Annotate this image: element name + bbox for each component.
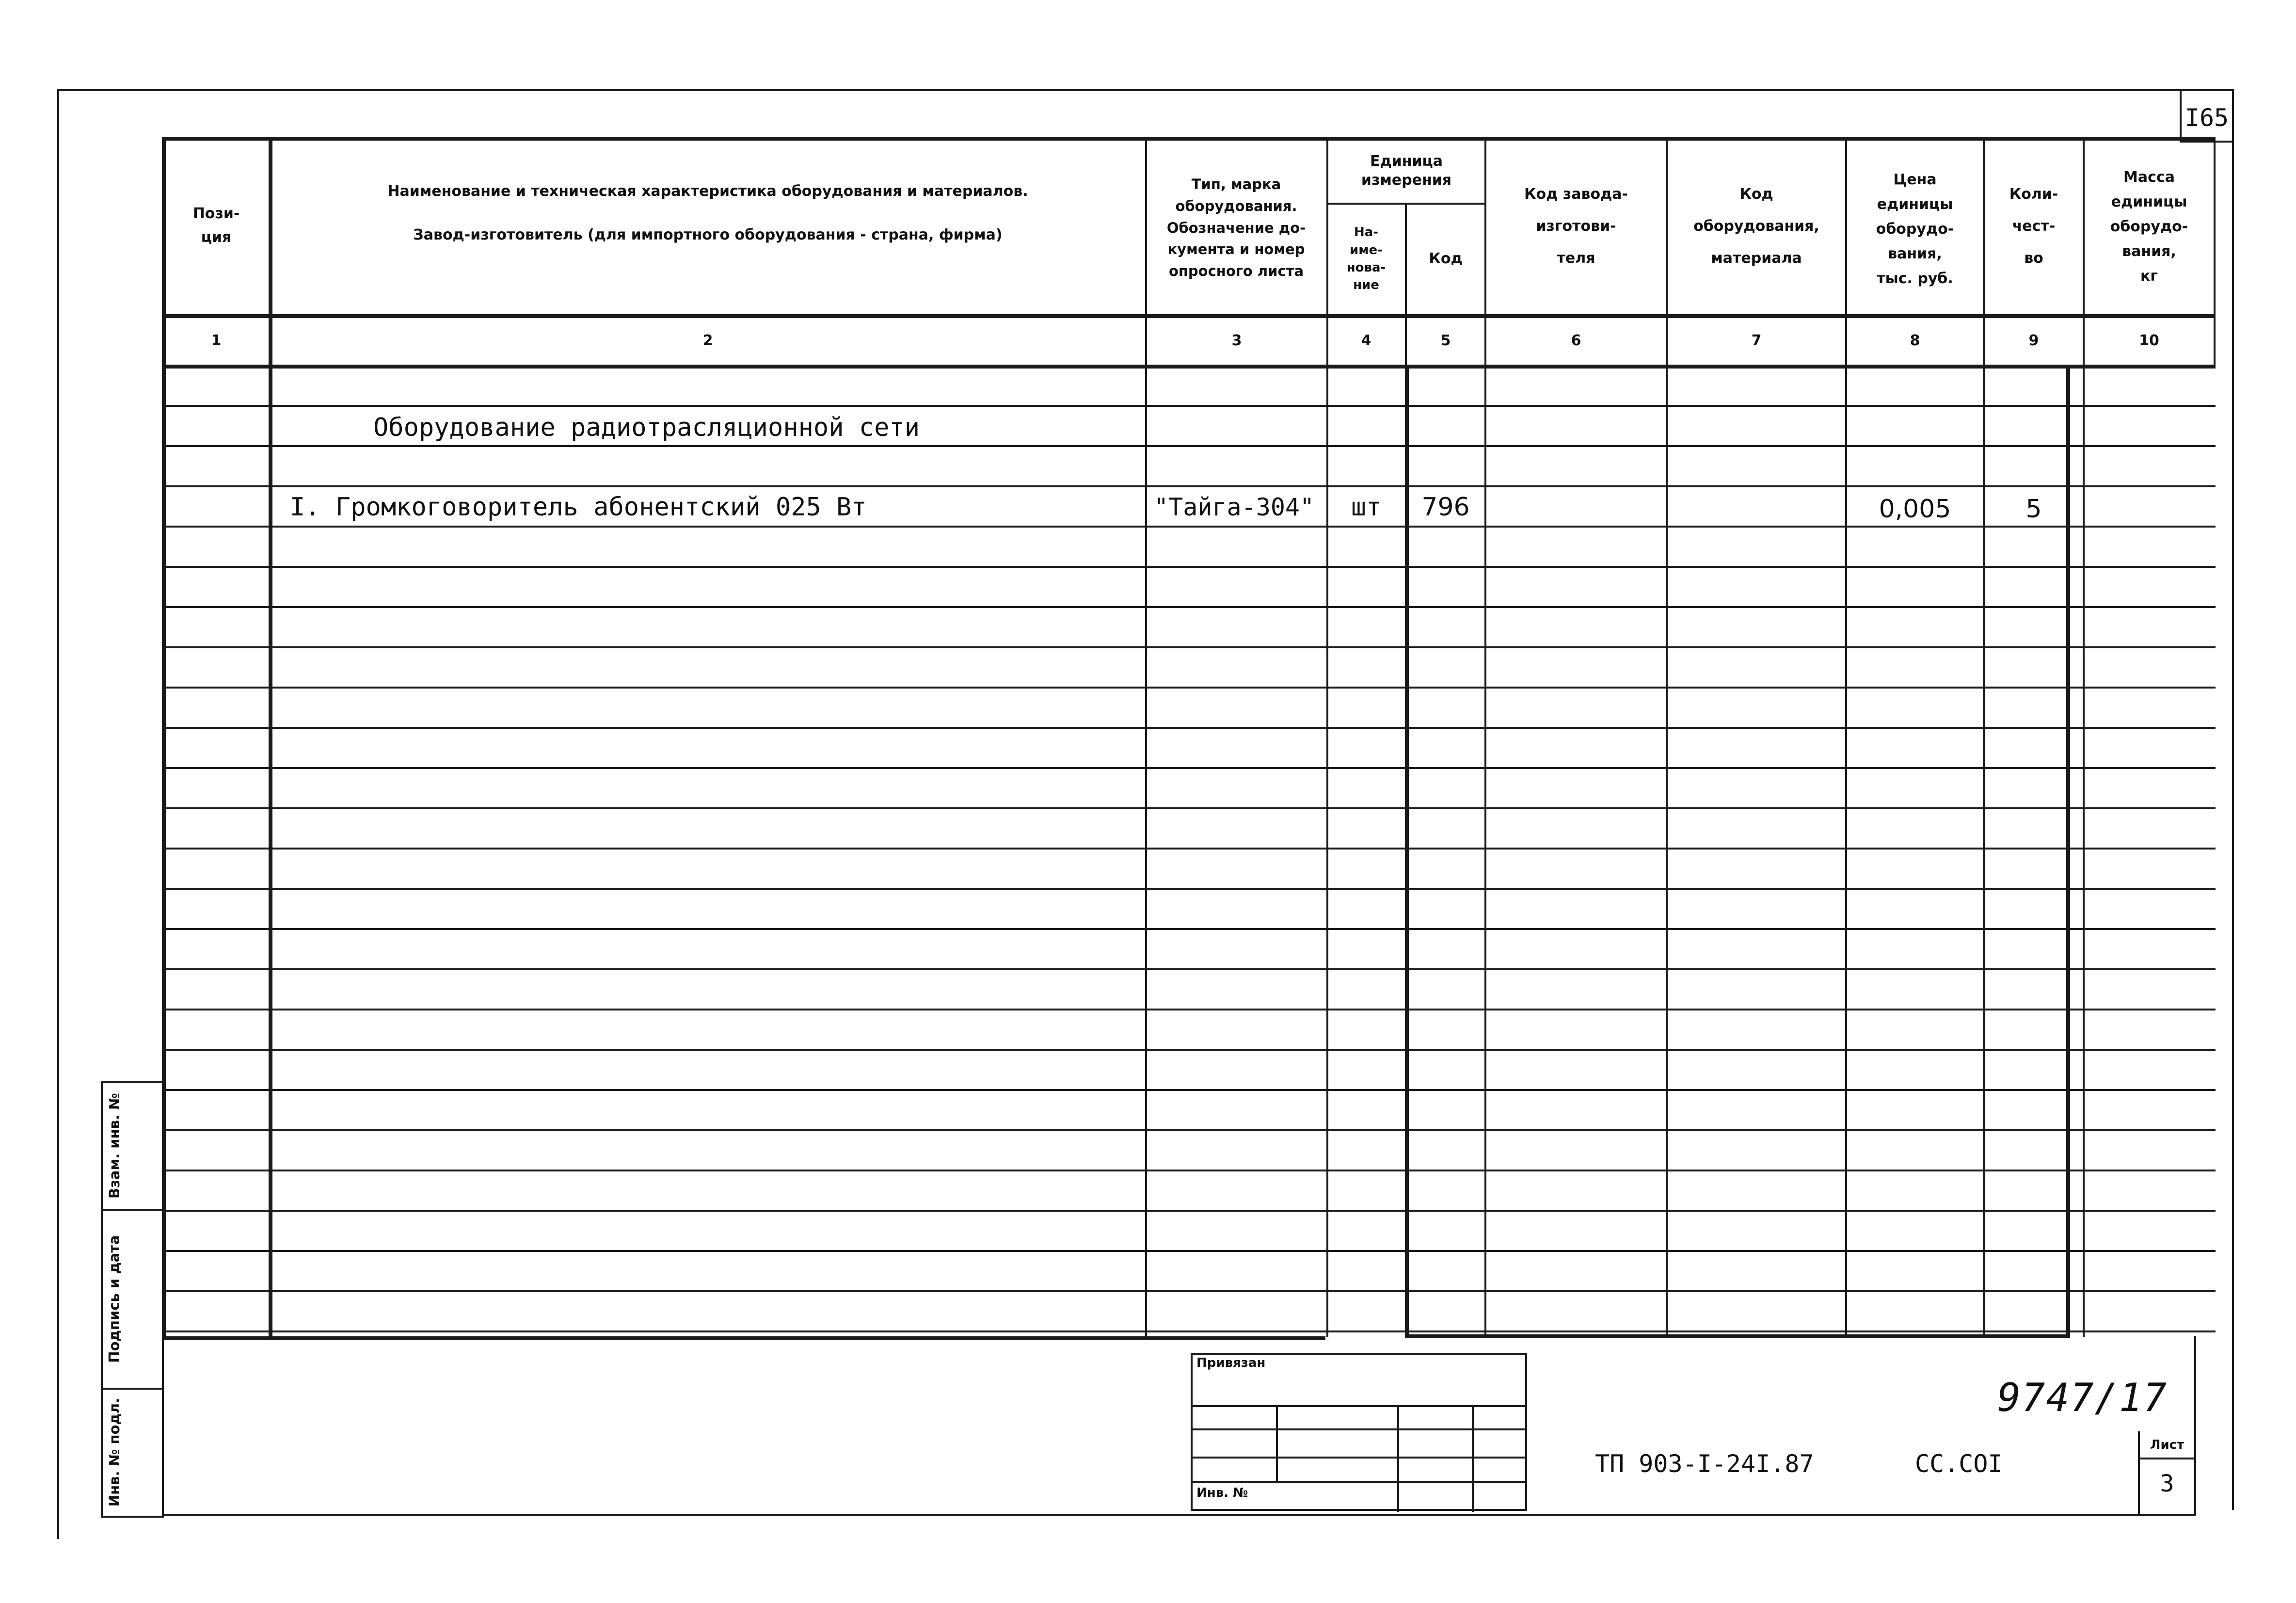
header-name-line2: Завод-изготовитель (для импортного оборудования - страна, фирма) bbox=[413, 226, 1003, 244]
item-name: I. Громкоговоритель абонентский 025 Вт bbox=[290, 493, 867, 522]
col-line-6 bbox=[1666, 137, 1668, 1337]
bound-block-inv: Инв. № bbox=[1196, 1486, 1248, 1500]
bound-row-3 bbox=[1191, 1457, 1527, 1459]
col-line-5 bbox=[1484, 137, 1486, 1337]
header-name-line1: Наименование и техническая характеристика оборудования и материалов. bbox=[387, 183, 1028, 200]
col-line-1 bbox=[269, 137, 272, 1339]
table-row-line bbox=[162, 485, 2216, 487]
header-equipment-code: Код оборудования, материала bbox=[1693, 186, 1819, 267]
table-row-line bbox=[162, 1250, 2216, 1252]
colnum-10: 10 bbox=[2139, 332, 2159, 349]
header-type: Тип, марка оборудования. Обозначение до- кумента и номер опросного листа bbox=[1166, 176, 1306, 280]
col-line-8 bbox=[1983, 137, 1985, 1337]
section-title: Оборудование радиотрасляционной сети bbox=[373, 413, 920, 442]
table-row-line bbox=[162, 727, 2216, 729]
bound-col-3 bbox=[1472, 1405, 1474, 1512]
document-mark: СС.СОI bbox=[1915, 1450, 2003, 1478]
table-row-line bbox=[162, 888, 2216, 890]
col-line-7 bbox=[1845, 137, 1847, 1337]
bound-row-2 bbox=[1191, 1428, 1527, 1430]
bound-col-1 bbox=[1276, 1405, 1278, 1483]
table-row-line bbox=[162, 807, 2216, 809]
table-bottom-left bbox=[162, 1336, 1325, 1340]
table-row-line bbox=[162, 1009, 2216, 1010]
colnum-6: 6 bbox=[1571, 332, 1581, 349]
item-type: "Тайга-304" bbox=[1154, 493, 1315, 521]
table-row-line bbox=[162, 687, 2216, 689]
sheet-number: 3 bbox=[2160, 1470, 2174, 1497]
item-mass bbox=[2086, 490, 2213, 529]
colnum-2: 2 bbox=[702, 332, 713, 349]
stamp-vzam-inv: Взам. инв. № bbox=[106, 1092, 123, 1199]
sheet-label: Лист bbox=[2150, 1438, 2184, 1452]
frame-top bbox=[57, 89, 2234, 91]
colnum-3: 3 bbox=[1231, 332, 1242, 349]
item-equipment-code bbox=[1669, 488, 1844, 527]
numbers-bottom-border bbox=[162, 365, 2216, 369]
table-row-line bbox=[162, 606, 2216, 608]
item-price: 0,005 bbox=[1879, 495, 1951, 524]
col-line-9 bbox=[2083, 137, 2085, 1337]
stamp-bottom bbox=[101, 1516, 164, 1518]
document-code: ТП 903-I-24I.87 bbox=[1595, 1450, 1814, 1478]
table-row-line bbox=[162, 968, 2216, 970]
header-unit-code: Код bbox=[1429, 250, 1463, 268]
col-line-10 bbox=[2214, 137, 2216, 368]
table-top-border bbox=[162, 137, 2216, 141]
table-row-line bbox=[162, 848, 2216, 850]
table-row-line bbox=[162, 928, 2216, 930]
table-row-line bbox=[162, 566, 2216, 568]
frame-left bbox=[57, 89, 59, 1539]
title-area-bottom bbox=[162, 1514, 2196, 1516]
table-row-line bbox=[162, 646, 2216, 648]
item-position bbox=[165, 488, 268, 527]
stamp-right bbox=[162, 1081, 164, 1518]
table-row-line bbox=[162, 1129, 2216, 1131]
item-unit-code: 796 bbox=[1421, 493, 1470, 522]
col-line-3 bbox=[1326, 137, 1328, 1337]
sheet-corner-number: I65 bbox=[2184, 104, 2229, 132]
table-row-line bbox=[162, 767, 2216, 769]
colnum-7: 7 bbox=[1751, 332, 1762, 349]
table-row-line bbox=[162, 1049, 2216, 1051]
header-mass: Масса единицы оборудо- вания, кг bbox=[2110, 168, 2188, 285]
colnum-1: 1 bbox=[211, 332, 222, 349]
colnum-9: 9 bbox=[2028, 332, 2039, 349]
bound-row-1 bbox=[1191, 1405, 1527, 1407]
header-position: Пози- ция bbox=[192, 205, 240, 246]
colnum-5: 5 bbox=[1440, 332, 1451, 349]
stamp-signature-date: Подпись и дата bbox=[106, 1235, 123, 1363]
colnum-8: 8 bbox=[1910, 332, 1920, 349]
bound-row-4 bbox=[1191, 1481, 1527, 1483]
handwritten-number: 9747/17 bbox=[1997, 1375, 2168, 1420]
col-line-2 bbox=[1145, 137, 1147, 1337]
stamp-inv-no-orig: Инв. № подл. bbox=[106, 1397, 123, 1507]
header-price: Цена единицы оборудо- вания, тыс. руб. bbox=[1876, 171, 1954, 287]
table-row-line bbox=[162, 1210, 2216, 1212]
table-row-line bbox=[162, 1089, 2216, 1091]
colnum-4: 4 bbox=[1361, 332, 1371, 349]
col-line-4 bbox=[1405, 203, 1407, 368]
table-row-line bbox=[162, 1170, 2216, 1171]
item-quantity: 5 bbox=[2025, 495, 2042, 524]
header-unit-group: Единица измерения bbox=[1361, 153, 1452, 189]
table-row-line bbox=[162, 1290, 2216, 1292]
table-row-line bbox=[162, 1330, 2216, 1332]
item-unit-name: шт bbox=[1351, 493, 1382, 522]
table-row-line bbox=[162, 405, 2216, 407]
body-box-bottom bbox=[1405, 1334, 2070, 1338]
header-bottom-border bbox=[162, 314, 2216, 318]
frame-right bbox=[2232, 89, 2234, 1510]
bound-block-title: Привязан bbox=[1196, 1356, 1266, 1370]
header-unit-name: На- име- нова- ние bbox=[1346, 225, 1386, 293]
header-quantity: Коли- чест- во bbox=[2009, 186, 2058, 267]
item-factory-code bbox=[1487, 488, 1665, 527]
bound-col-2 bbox=[1397, 1405, 1399, 1512]
header-factory-code: Код завода- изготови- теля bbox=[1524, 186, 1628, 267]
